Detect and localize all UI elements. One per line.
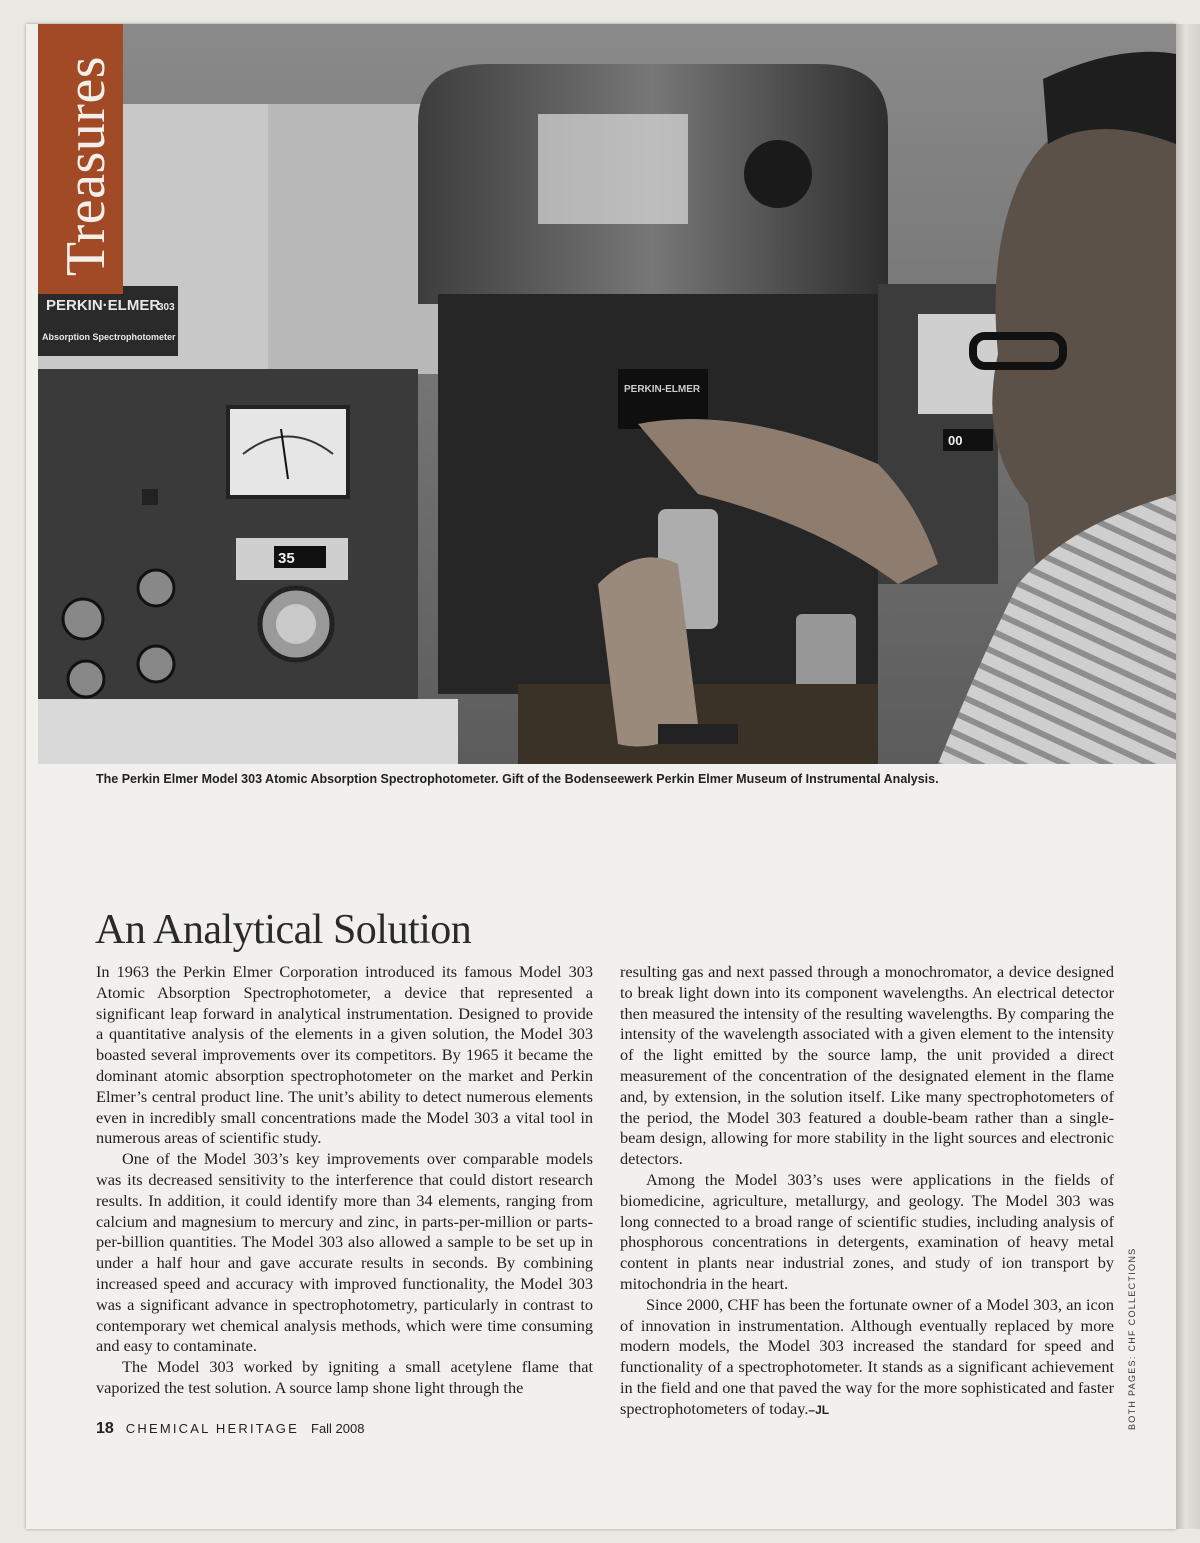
instrument-photo <box>38 24 1176 764</box>
page-footer <box>96 1420 364 1438</box>
panel-model-label: 303 <box>158 302 175 313</box>
author-signoff: –JL <box>808 1402 830 1417</box>
left-column <box>96 962 593 1399</box>
wavelength-counter: 35 <box>278 550 295 567</box>
article-headline: An Analytical Solution <box>95 907 472 953</box>
page-number: 18 <box>96 1420 114 1437</box>
paragraph: One of the Model 303’s key improvements over comparable models was its decreased sensitivity to the interference that could distort research results. In addition, it could identify more than 34 elements, ranging from calcium and magnesium to mercury and zinc, in parts-per-million or parts-per-billion quantities. The Model 303 also allowed a sample to be set up in under a half hour and gave accurate results in seconds. By combining increased speed and accuracy with improved functionality, the Model 303 was a significant advance in spectrophotometry, particularly in contrast to contemporary wet chemical analysis methods, which were time consuming and easy to contaminate. <box>96 1149 593 1356</box>
right-column <box>620 962 1114 1421</box>
photo-caption: The Perkin Elmer Model 303 Atomic Absorption Spectrophotometer. Gift of the Bodenseewerk Perkin Elmer Museum of Instrumental Analysis. <box>96 772 939 786</box>
paragraph: In 1963 the Perkin Elmer Corporation introduced its famous Model 303 Atomic Absorption Spectrophotometer, a device that represented a significant leap forward in analytical instrumentation. Designed to provide a quantitative analysis of the elements in a given solution, the Model 303 boasted several improvements over its competitors. By 1965 it became the dominant atomic absorption spectrophotometer on the market and Perkin Elmer’s central product line. The unit’s ability to detect numerous elements even in incredibly small concentrations made the Model 303 a vital tool in numerous areas of scientific study. <box>96 962 593 1148</box>
magazine-name: CHEMICAL HERITAGE <box>125 1421 299 1436</box>
right-counter: 00 <box>948 433 963 448</box>
photo-credit-text: BOTH PAGES: CHF COLLECTIONS <box>1127 1247 1137 1430</box>
paragraph: resulting gas and next passed through a monochromator, a device designed to break light down into its component wavelengths. An electrical detector then measured the intensity of the resulting wavelengths. By comparing the intensity of the wavelength associated with a given element to the intensity of the light emitted by the source lamp, the unit provided a direct measurement of the concentration of the designated element in the flame and, by extension, in the solution itself. Like many spectrophotometers of the period, the Model 303 featured a double-beam rather than a single-beam design, allowing for more stability in the light sources and electronic detectors. <box>620 962 1114 1169</box>
burner-label: PERKIN-ELMER <box>624 384 701 395</box>
issue-date: Fall 2008 <box>311 1421 365 1436</box>
paragraph: Among the Model 303’s uses were applications in the fields of biomedicine, agriculture, metallurgy, and geology. The Model 303 was long connected to a broad range of scientific studies, including analysis of phosphorous concentrations in detergents, examination of heavy metal content in plants near industrial zones, and study of ion transport by mitochondria in the heart. <box>620 1169 1114 1293</box>
section-tab <box>38 24 123 294</box>
paragraph-text: Since 2000, CHF has been the fortunate owner of a Model 303, an icon of innovation in instrumentation. Although eventually replaced by more modern models, the Model 303 increased the standard for speed and functionality of a spectrophotometer. It stands as a significant achievement in the field and one that paved the way for the more sophisticated and faster spectrophotometers of today. <box>620 1294 1114 1418</box>
panel-brand-label: PERKIN·ELMER <box>46 297 161 314</box>
paragraph-final <box>620 1295 1114 1421</box>
paragraph: The Model 303 worked by igniting a small acetylene flame that vaporized the test solution. A source lamp shone light through the <box>96 1357 593 1397</box>
section-title: Treasures <box>55 55 118 277</box>
page-edge <box>1176 24 1200 1529</box>
panel-subtitle-label: Absorption Spectrophotometer <box>42 332 176 342</box>
photo-illustration <box>38 24 1176 764</box>
